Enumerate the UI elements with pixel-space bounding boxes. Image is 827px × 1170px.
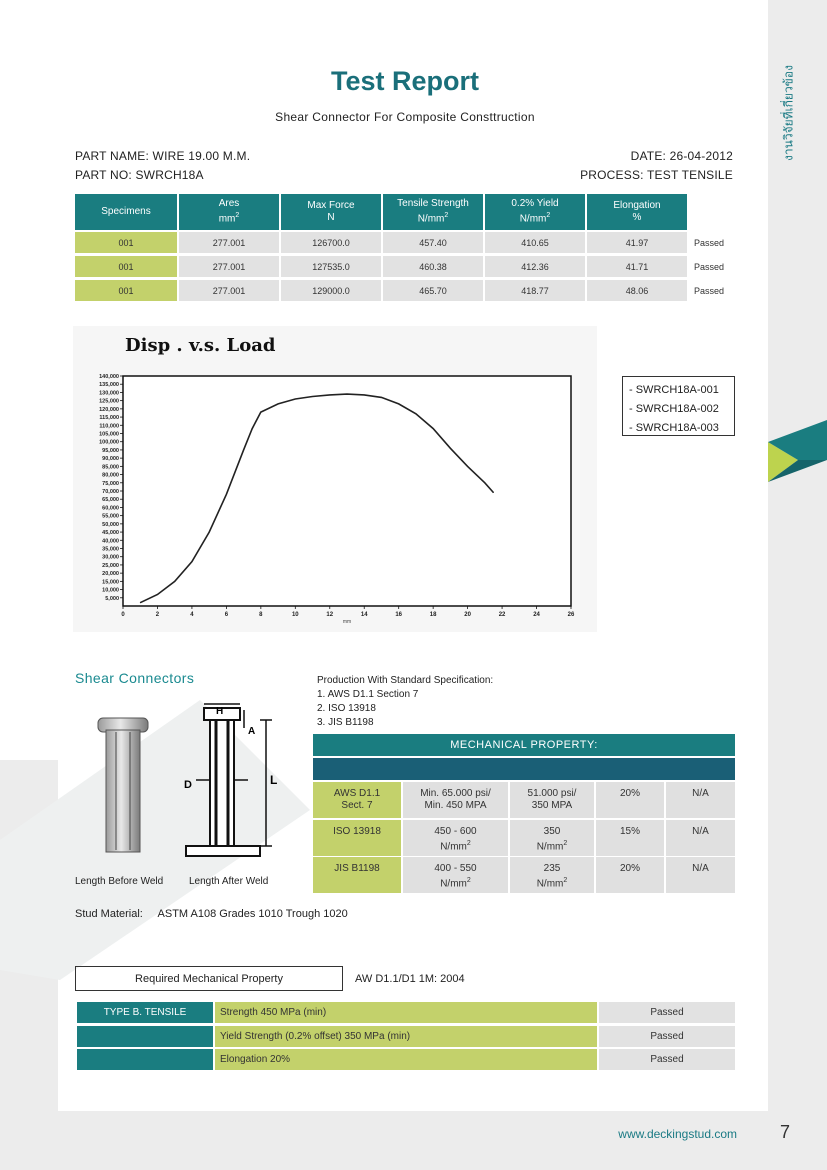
data-point [416, 413, 417, 414]
section-heading: Shear Connectors [75, 670, 195, 686]
y-tick-label: 80,000 [102, 472, 119, 479]
data-point [364, 394, 365, 395]
y-tick-label: 15,000 [102, 579, 119, 586]
x-tick-label: 24 [533, 612, 540, 618]
mech-other: N/A [666, 857, 735, 893]
mechanical-property-band [313, 758, 735, 780]
page-number: 7 [780, 1122, 791, 1142]
data-point [157, 594, 158, 595]
test-process: PROCESS: TEST TENSILE [580, 168, 733, 182]
data-point [260, 412, 261, 413]
legend-entry: - SWRCH18A-001 [629, 384, 719, 396]
caption-before-weld: Length Before Weld [75, 876, 164, 887]
y-tick-label: 65,000 [102, 497, 119, 504]
dim-d-label: D [184, 779, 192, 791]
x-tick-label: 2 [155, 612, 160, 618]
data-point [140, 602, 141, 603]
cell-result: Passed [694, 237, 725, 248]
cell-max-force: 126700.0 [281, 232, 381, 253]
y-tick-label: 60,000 [102, 505, 119, 512]
y-tick-label: 130,000 [99, 390, 119, 397]
y-tick-label: 85,000 [102, 464, 119, 471]
mech-elongation: 20% [596, 782, 664, 818]
y-tick-label: 20,000 [102, 571, 119, 578]
standards-title: Production With Standard Specification: [317, 675, 494, 686]
col-area: Ares $mm^2$ [179, 194, 279, 230]
y-tick-label: 5,000 [105, 595, 119, 602]
data-point [278, 404, 279, 405]
mech-standard: ISO 13918 [313, 820, 401, 856]
chart-legend [622, 376, 735, 436]
legend-entry: - SWRCH18A-003 [629, 422, 719, 434]
x-tick-label: 14 [360, 612, 368, 618]
data-point [493, 492, 494, 493]
required-desc: Yield Strength (0.2% offset) 350 MPa (min) [215, 1026, 597, 1047]
right-side-strip [768, 0, 827, 1170]
cell-area: 277.001 [179, 232, 279, 253]
required-result: Passed [599, 1002, 735, 1023]
page-title: Test Report [330, 66, 479, 96]
col-max-force: Max Force N [281, 194, 381, 230]
y-tick-label: 45,000 [102, 530, 119, 537]
data-point [226, 494, 227, 495]
type-label: TYPE B. TENSILE [77, 1002, 213, 1023]
cell-result: Passed [694, 285, 725, 296]
mech-yield: 235 $N/mm^2$ [510, 857, 594, 893]
side-triangle-decoration [768, 410, 827, 485]
required-property-label: Required Mechanical Property [75, 966, 343, 991]
y-tick-label: 55,000 [102, 513, 119, 520]
cell-specimen: 001 [75, 256, 177, 277]
col-yield: 0.2% Yield $N/mm^2$ [485, 194, 585, 230]
y-tick-label: 110,000 [99, 423, 119, 430]
data-point [243, 450, 244, 451]
standard-item: 3. JIS B1198 [317, 717, 374, 728]
data-point [484, 482, 485, 483]
data-point [295, 399, 296, 400]
cell-max-force: 127535.0 [281, 256, 381, 277]
x-tick-label: 10 [291, 612, 299, 618]
x-tick-label: 18 [429, 612, 437, 618]
x-tick-label: 20 [464, 612, 471, 618]
chart-title: Disp . v.s. Load [125, 335, 276, 356]
data-point [450, 448, 451, 449]
required-result: Passed [599, 1026, 735, 1047]
stud-before-weld-illustration [90, 714, 160, 859]
standards-list [317, 674, 493, 730]
data-point [398, 404, 399, 405]
cell-tensile: 457.40 [383, 232, 483, 253]
col-elongation: Elongation % [587, 194, 687, 230]
y-tick-label: 120,000 [99, 406, 119, 413]
standard-item: 2. ISO 13918 [317, 703, 376, 714]
type-label-blank [77, 1026, 213, 1047]
dim-h-label: H [216, 706, 224, 717]
x-tick-label: 0 [121, 612, 125, 618]
x-tick-label: 26 [567, 612, 575, 618]
plot-area [123, 376, 571, 606]
mech-elongation: 15% [596, 820, 664, 856]
x-axis-label: mm [342, 619, 352, 625]
legend-entry: - SWRCH18A-002 [629, 403, 719, 415]
mech-standard: JIS B1198 [313, 857, 401, 893]
data-point [174, 581, 175, 582]
mech-tensile: Min. 65.000 psi/ Min. 450 MPA [403, 782, 508, 818]
footer-website-link[interactable]: www.deckingstud.com [618, 1127, 737, 1141]
mech-tensile: 450 - 600 $N/mm^2$ [403, 820, 508, 856]
required-result: Passed [599, 1049, 735, 1070]
data-point [252, 428, 253, 429]
mech-other: N/A [666, 782, 735, 818]
cell-tensile: 460.38 [383, 256, 483, 277]
cell-max-force: 129000.0 [281, 280, 381, 301]
y-tick-label: 105,000 [99, 431, 119, 438]
y-tick-label: 50,000 [102, 521, 119, 528]
cell-elongation: 48.06 [587, 280, 687, 301]
caption-after-weld: Length After Weld [189, 876, 269, 887]
cell-yield: 410.65 [485, 232, 585, 253]
mech-yield: 350 $N/mm^2$ [510, 820, 594, 856]
part-no: PART NO: SWRCH18A [75, 168, 204, 182]
stud-material: Stud Material: ASTM A108 Grades 1010 Trough 1020 [75, 908, 348, 920]
cell-result: Passed [694, 261, 725, 272]
report-date: DATE: 26-04-2012 [630, 149, 733, 163]
y-tick-label: 115,000 [99, 415, 119, 422]
part-name: PART NAME: WIRE 19.00 M.M. [75, 149, 251, 163]
y-tick-label: 90,000 [102, 456, 119, 463]
data-point [192, 561, 193, 562]
stud-after-weld-illustration [182, 700, 302, 862]
required-desc: Elongation 20% [215, 1049, 597, 1070]
x-tick-label: 8 [259, 612, 263, 618]
data-point [209, 532, 210, 533]
data-point [312, 396, 313, 397]
required-desc: Strength 450 MPa (min) [215, 1002, 597, 1023]
y-tick-label: 25,000 [102, 562, 119, 569]
cell-elongation: 41.71 [587, 256, 687, 277]
y-tick-label: 75,000 [102, 480, 119, 487]
cell-specimen: 001 [75, 232, 177, 253]
mech-tensile: 400 - 550 $N/mm^2$ [403, 857, 508, 893]
y-tick-label: 10,000 [102, 587, 119, 594]
x-tick-label: 4 [190, 612, 194, 618]
y-tick-label: 30,000 [102, 554, 119, 561]
dim-a-label: A [248, 726, 256, 737]
cell-elongation: 41.97 [587, 232, 687, 253]
cell-specimen: 001 [75, 280, 177, 301]
page-subtitle: Shear Connector For Composite Consttruction [275, 110, 535, 124]
cell-area: 277.001 [179, 256, 279, 277]
y-tick-label: 35,000 [102, 546, 119, 553]
mechanical-property-header: MECHANICAL PROPERTY: [313, 734, 735, 756]
data-point [433, 428, 434, 429]
mech-other: N/A [666, 820, 735, 856]
disp-load-chart [73, 326, 597, 632]
x-tick-label: 12 [326, 612, 334, 618]
standard-item: 1. AWS D1.1 Section 7 [317, 689, 419, 700]
y-tick-label: 40,000 [102, 538, 119, 545]
mech-yield: 51.000 psi/ 350 MPA [510, 782, 594, 818]
cell-area: 277.001 [179, 280, 279, 301]
mech-standard: AWS D1.1 Sect. 7 [313, 782, 401, 818]
mech-elongation: 20% [596, 857, 664, 893]
y-tick-label: 135,000 [99, 382, 119, 389]
data-point [329, 394, 330, 395]
type-label-blank [77, 1049, 213, 1070]
y-tick-label: 125,000 [99, 398, 119, 405]
x-tick-label: 22 [498, 612, 506, 618]
x-tick-label: 6 [224, 612, 229, 618]
col-specimens: Specimens [75, 194, 177, 230]
data-point [467, 466, 468, 467]
y-tick-label: 140,000 [99, 374, 119, 380]
y-tick-label: 95,000 [102, 447, 119, 454]
y-tick-label: 70,000 [102, 489, 119, 495]
col-tensile-strength: Tensile Strength $N/mm^2$ [383, 194, 483, 230]
side-label: งานวิจัยที่เกี่ยวข้อง [781, 65, 796, 161]
cell-tensile: 465.70 [383, 280, 483, 301]
y-tick-label: 100,000 [99, 439, 119, 446]
data-point [347, 394, 348, 395]
dim-l-label: L [270, 773, 278, 787]
cell-yield: 418.77 [485, 280, 585, 301]
data-point [381, 397, 382, 398]
cell-yield: 412.36 [485, 256, 585, 277]
required-standard: AW D1.1/D1 1M: 2004 [355, 973, 465, 985]
x-tick-label: 16 [395, 612, 403, 618]
